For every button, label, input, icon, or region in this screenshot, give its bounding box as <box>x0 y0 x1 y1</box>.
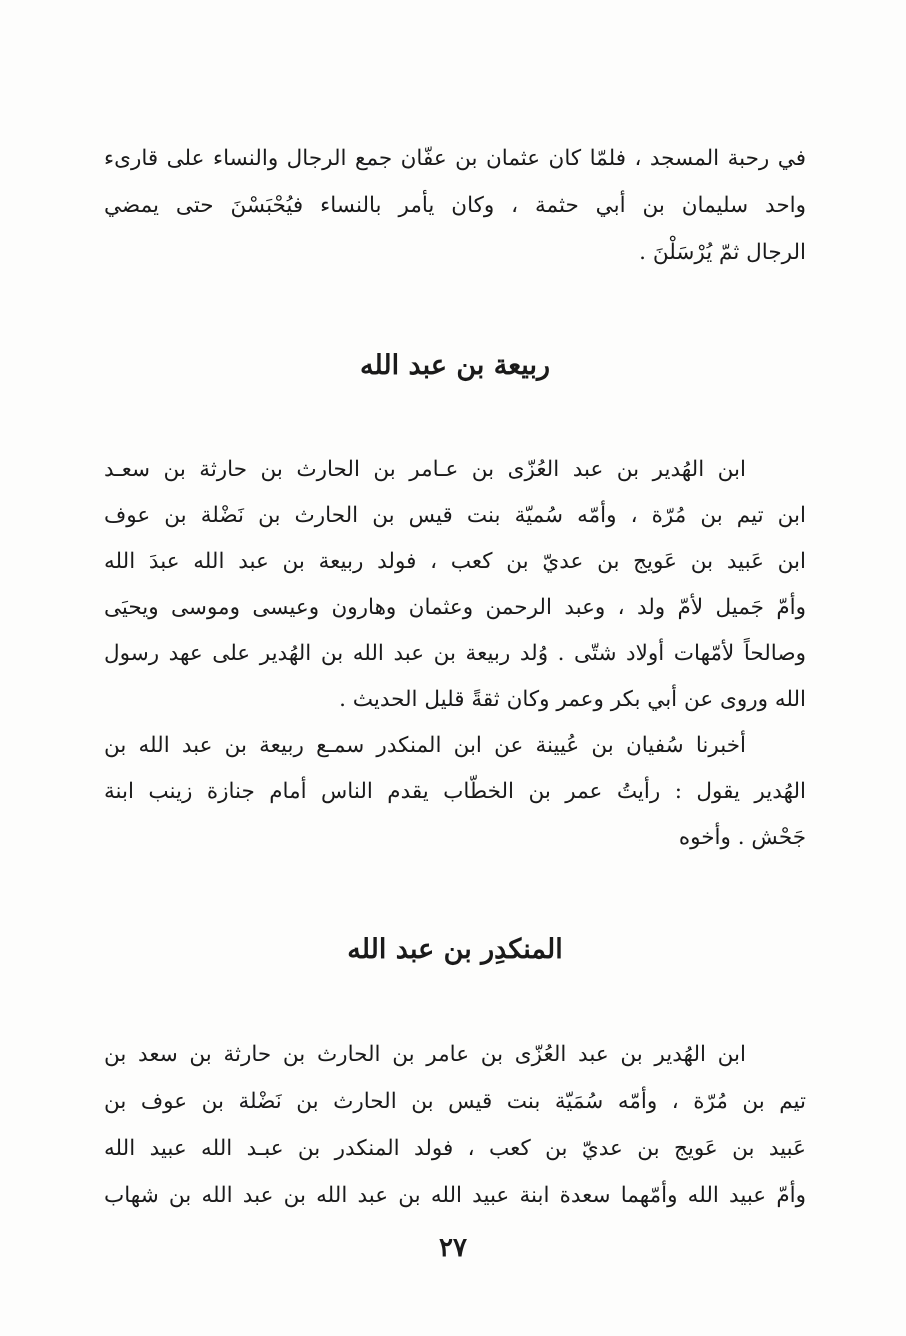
text-line: جَحْش . وأخوه <box>678 825 806 850</box>
text-line: الرجال ثمّ يُرْسَلْنَ . <box>639 240 806 265</box>
section-heading-munkadir: المنكدِر بن عبد الله <box>347 934 563 965</box>
text-line: وأمّ عبيد الله وأمّهما سعدة ابنة عبيد الله بن عبد الله بن عبد الله بن شهاب <box>104 1183 806 1208</box>
intro-paragraph <box>104 135 806 276</box>
biography-munkadir <box>104 1031 806 1219</box>
text-line: تيم بن مُرّة ، وأمّه سُمَيّة بنت قيس بن الحارث بن نَضْلة بن عوف بن <box>104 1089 806 1114</box>
text-line: الهُدير يقول : رأيتُ عمر بن الخطّاب يقدم الناس أمام جنازة زينب ابنة <box>104 779 806 804</box>
biography-rabia <box>104 447 806 861</box>
text-line: الله وروى عن أبي بكر وعمر وكان ثقةً قليل الحديث . <box>339 687 806 712</box>
text-line: ابن الهُدير بن عبد العُزّى بن عامر بن الحارث بن حارثة بن سعد بن <box>104 1042 746 1067</box>
text-line: عَبيد بن عَويج بن عديّ بن كعب ، فولد المنكدر بن عبـد الله عبيد الله <box>104 1136 806 1161</box>
section-heading-rabia: ربيعة بن عبد الله <box>359 350 551 381</box>
text-line: وأمّ جَميل لأمّ ولد ، وعبد الرحمن وعثمان وهارون وعيسى وموسى ويحيَى <box>104 595 806 620</box>
text-line: أخبرنا سُفيان بن عُيينة عن ابن المنكدر سمـع ربيعة بن عبد الله بن <box>104 733 746 758</box>
text-line: ابن عَبيد بن عَويج بن عديّ بن كعب ، فولد ربيعة بن عبد الله عبدَ الله <box>104 549 806 574</box>
text-line: وصالحاً لأمّهات أولاد شتّى . وُلد ربيعة بن عبد الله بن الهُدير على عهد رسول <box>104 641 806 666</box>
text-line: في رحبة المسجد ، فلمّا كان عثمان بن عفّان جمع الرجال والنساء على قارىء <box>104 146 806 171</box>
text-line: ابن الهُدير بن عبد العُزّى بن عـامر بن الحارث بن حارثة بن سعـد <box>104 457 746 482</box>
text-line: واحد سليمان بن أبي حثمة ، وكان يأمر بالنساء فيُحْبَسْنَ حتى يمضي <box>104 193 806 218</box>
text-line: ابن تيم بن مُرّة ، وأمّه سُميّة بنت قيس بن الحارث بن نَضْلة بن عوف <box>104 503 806 528</box>
page-number: ٢٧ <box>439 1233 467 1263</box>
